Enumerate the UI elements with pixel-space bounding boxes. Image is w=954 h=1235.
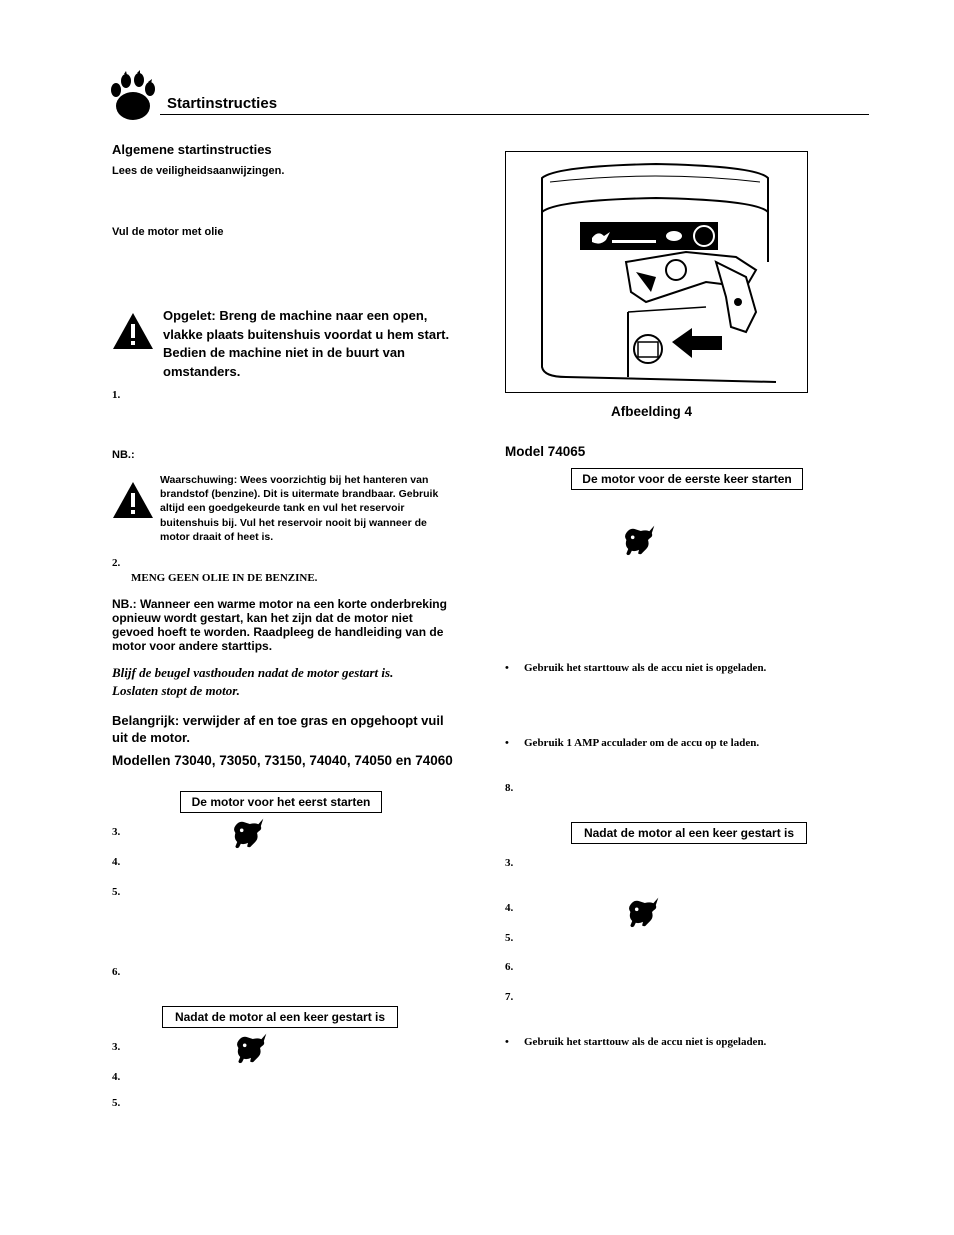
step-c-4: 4. [505, 902, 514, 914]
box-first-start-right: De motor voor de eerste keer starten [571, 468, 803, 490]
step-b-3: 3. [112, 1041, 121, 1053]
important-text: Belangrijk: verwijder af en toe gras en opgehoopt vuil uit de motor. [112, 713, 444, 745]
hold-bail-text: Blijf de beugel vasthouden nadat de motor gestart is. Loslaten stopt de motor. [112, 665, 394, 698]
figure-caption: Afbeelding 4 [611, 404, 693, 419]
header-rule [160, 114, 869, 115]
step-a-5: 5. [112, 886, 121, 898]
rabbit-icon [232, 1030, 270, 1066]
models-heading: Modellen 73040, 73050, 73150, 74040, 74050 en 74060 [112, 753, 453, 768]
box-after-start-right: Nadat de motor al een keer gestart is [571, 822, 807, 844]
bullet-charger-dot: • [505, 737, 509, 749]
step-c-7: 7. [505, 991, 514, 1003]
step-b-5: 5. [112, 1097, 121, 1109]
bullet-charger-text: Gebruik 1 AMP acculader om de accu op te laden. [524, 737, 760, 749]
rabbit-icon [229, 815, 267, 851]
bullet-rope-2-dot: • [505, 1036, 509, 1048]
section-title: Algemene startinstructies [112, 142, 272, 157]
page-header-title: Startinstructies [167, 95, 278, 112]
nb-label: NB.: [112, 449, 135, 461]
step-a-6: 6. [112, 966, 121, 978]
paw-logo [108, 70, 158, 122]
nb-warm-engine-text: NB.: Wanneer een warme motor na een korte onderbreking opnieuw wordt gestart, kan het zijn dat de motor niet gevoed hoeft te worden. Raadpleeg de handleiding van de motor voor andere starttips. [112, 597, 447, 653]
read-safety-text: Lees de veiligheidsaanwijzingen. [112, 165, 285, 177]
rabbit-icon [620, 522, 658, 558]
model-74065-heading: Model 74065 [505, 444, 586, 459]
bullet-rope-1-dot: • [505, 662, 509, 674]
step-a-4: 4. [112, 856, 121, 868]
caution-text: Opgelet: Breng de machine naar een open, vlakke plaats buitenshuis voordat u hem start. Bedien de machine niet in de buurt van omstanders. [163, 308, 450, 379]
rabbit-icon [624, 894, 662, 930]
step-c-5: 5. [505, 932, 514, 944]
caution-warning-icon [111, 311, 155, 351]
step-b-4: 4. [112, 1071, 121, 1083]
bullet-rope-2-text: Gebruik het starttouw als de accu niet is opgeladen. [524, 1036, 767, 1048]
step-c-3: 3. [505, 857, 514, 869]
fuel-warning-icon [111, 480, 155, 520]
step-8: 8. [505, 782, 514, 794]
step-a-3: 3. [112, 826, 121, 838]
step-1: 1. [112, 389, 121, 401]
step-c-6: 6. [505, 961, 514, 973]
box-first-start-left: De motor voor het eerst starten [180, 791, 382, 813]
figure-4 [505, 151, 808, 393]
step-2: 2. [112, 557, 121, 569]
box-after-start-left: Nadat de motor al een keer gestart is [162, 1006, 398, 1028]
bullet-rope-1-text: Gebruik het starttouw als de accu niet is opgeladen. [524, 662, 767, 674]
fuel-warning-text: Waarschuwing: Wees voorzichtig bij het hanteren van brandstof (benzine). Dit is uitermate brandbaar. Gebruik altijd een goedgekeurde tank en vul het reservoir buitenshuis bij. Vul het reservoir nooit bij wanneer de motor draait of heet is. [160, 474, 439, 543]
fill-oil-text: Vul de motor met olie [112, 226, 224, 238]
no-oil-in-fuel-text: MENG GEEN OLIE IN DE BENZINE. [131, 572, 318, 584]
